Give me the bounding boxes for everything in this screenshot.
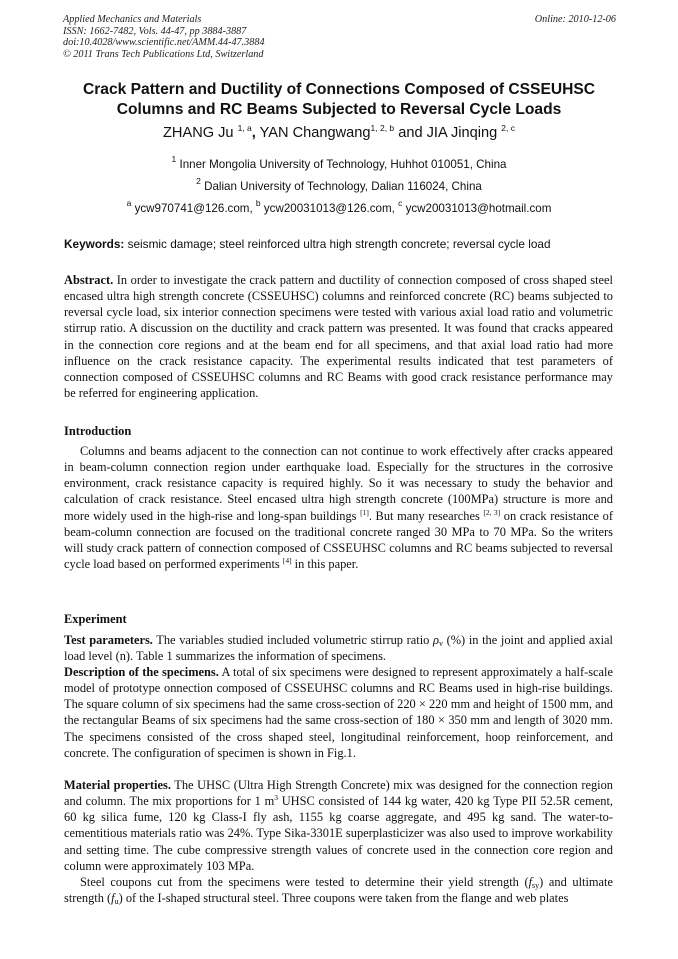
intro-text-1: Columns and beams adjacent to the connection can not continue to work effectively after cracks appeared in beam-column connection region under earthquake load. Especially for the structures in the corrosive environment, crack resistance capacity is required highly. So it was necessary to study the behavior and calculation of crack resistance. Steel encased ultra high strength concrete (100MPa) structure is more and more widely used in the high-rise and long-span buildings — [64, 444, 613, 523]
running-header — [63, 14, 616, 60]
specimen-description-text: A total of six specimens were designed to represent approximately a half-scale model of prototype onnection composed of CSSEUHSC columns and RC Beams used in high-rise buildings. The square column of six specimens had the same cross-section of 220 × 220 mm and height of 1500 mm, and the rectangular Beams of six specimens had the same cross-section of 180 × 350 mm and length of 3020 mm. The specimens consisted of the cross shaped steel, longitudinal reinforcement, hoop reinforcement, and concrete. The configuration of specimen is shown in Fig.1. — [64, 665, 613, 760]
citation-3[interactable]: [4] — [282, 556, 292, 566]
author-1: ZHANG Ju — [163, 125, 234, 141]
email-list — [40, 198, 638, 216]
email-a-mark: a — [126, 198, 132, 208]
specimen-description-paragraph — [64, 664, 613, 761]
yield-strength-subscript: sy — [532, 881, 540, 890]
stirrup-ratio-subscript: v — [438, 639, 443, 648]
email-a[interactable]: ycw970741@126.com, — [131, 202, 256, 215]
affiliation-1-number: 1 — [171, 154, 177, 164]
affiliation-1-text: Inner Mongolia University of Technology, Huhhot 010051, China — [176, 158, 507, 171]
author-3: and JIA Jinqing — [394, 125, 502, 141]
intro-text-2: . But many researches — [368, 508, 484, 523]
yield-strength-symbol: f — [528, 875, 533, 889]
abstract — [64, 272, 613, 401]
title-line-2: Columns and RC Beams Subjected to Reversal Cycle Loads — [116, 101, 562, 118]
author-separator: , — [251, 125, 256, 141]
abstract-text: In order to investigate the crack pattern and ductility of connection composed of cross shaped steel encased ultra high strength concrete (CSSEUHSC) columns and reinforced concrete (RC) beams subjected to reversal cycle load, six interior connection specimens were tested with various axial load ratio and volumetric stirrup ratio. A discussion on the ductility and crack pattern was presented. It was found that cracks appeared in the connection core regions and at the beam end for all specimens, and that axial load ratio had more influence on the crack resistance capacity. The experimental results indicated that test parameters of connection composed of CSSEUHSC columns and RC Beams with good crack resistance performance may be referred for engineering application. — [64, 273, 613, 401]
author-2: YAN Changwang — [255, 125, 371, 141]
title-line-1: Crack Pattern and Ductility of Connections Composed of CSSEUHSC — [82, 81, 596, 98]
online-date: Online: 2010-12-06 — [534, 14, 616, 25]
author-2-affil: 1, 2, b — [370, 123, 395, 133]
steel-coupons-text-2: ) and ultimate strength ( — [64, 875, 613, 906]
email-c[interactable]: ycw20031013@hotmail.com — [402, 202, 552, 215]
test-parameters-text-2: (%) in the joint and applied axial load level (n). Table 1 summarizes the information of specimens. — [64, 633, 613, 664]
keywords-text: seismic damage; steel reinforced ultra high strength concrete; reversal cycle load — [124, 237, 551, 251]
email-c-mark: c — [398, 198, 403, 208]
cubic-superscript: 3 — [274, 793, 278, 803]
intro-text-4: in this paper. — [291, 557, 359, 572]
introduction-paragraph — [64, 443, 613, 572]
material-properties-text-1: The UHSC (Ultra High Strength Concrete) mix was designed for the connection region and column. The mix proportions for 1 m — [64, 778, 613, 809]
email-b[interactable]: ycw20031013@126.com, — [260, 202, 399, 215]
paper-title — [40, 80, 638, 120]
journal-name: Applied Mechanics and Materials — [63, 14, 202, 25]
issn-line: ISSN: 1662-7482, Vols. 44-47, pp 3884-3887 — [63, 25, 247, 37]
test-parameters-paragraph — [64, 632, 613, 664]
material-properties-paragraph — [64, 777, 613, 874]
test-parameters-label: Test parameters. — [64, 633, 153, 647]
experiment-heading: Experiment — [64, 612, 127, 626]
introduction-heading: Introduction — [64, 424, 132, 438]
affiliation-2 — [40, 176, 638, 194]
keywords-label: Keywords: — [64, 237, 125, 251]
affiliation-1 — [40, 154, 638, 172]
material-properties-text-2: UHSC consisted of 144 kg water, 420 kg Type PII 52.5R cement, 60 kg silica fume, 120 kg Class-I fly ash, 1155 kg coarse aggregate, and 495 kg sand. The water-to- cementitious materials ratio was 24%. Type Sika-3301E superplasticizer was also used to improve workability and setting time. The cube compressive strength values of concrete used in the connection core region and column were approximately 103 MPa. — [64, 794, 613, 873]
intro-text-3: on crack resistance of beam-column connection are focused on the traditional concrete ranged 30 MPa to 70 MPa. So the writers will study crack pattern of connection composed of CSSEUHSC columns and RC beams subjected to reversal cycle load based on performed experiments — [64, 508, 613, 572]
keywords — [64, 237, 624, 251]
author-3-affil: 2, c — [501, 123, 515, 133]
test-parameters-text-1: The variables studied included volumetric stirrup ratio — [152, 633, 433, 647]
ultimate-strength-subscript: u — [114, 897, 119, 907]
specimen-description-label: Description of the specimens. — [64, 665, 219, 679]
affiliation-2-text: Dalian University of Technology, Dalian 116024, China — [200, 180, 482, 193]
steel-coupons-text-3: ) of the I-shaped structural steel. Three coupons were taken from the flange and web plates — [118, 891, 569, 906]
material-properties-label: Material properties. — [64, 778, 171, 792]
stirrup-ratio-symbol: ρ — [433, 633, 439, 647]
steel-coupons-text-1: Steel coupons cut from the specimens were tested to determine their yield strength ( — [80, 875, 529, 889]
email-b-mark: b — [255, 198, 261, 208]
doi-line: doi:10.4028/www.scientific.net/AMM.44-47.3884 — [63, 37, 265, 49]
affiliation-2-number: 2 — [196, 176, 201, 186]
citation-2[interactable]: [2, 3] — [483, 507, 501, 517]
abstract-label: Abstract. — [64, 273, 114, 287]
ultimate-strength-symbol: f — [111, 891, 115, 906]
author-1-affil: 1, a — [237, 123, 252, 133]
citation-1[interactable]: [1] — [360, 507, 369, 517]
copyright-line: © 2011 Trans Tech Publications Ltd, Switzerland — [63, 48, 264, 60]
author-list — [40, 123, 638, 143]
steel-coupons-paragraph — [64, 874, 613, 906]
